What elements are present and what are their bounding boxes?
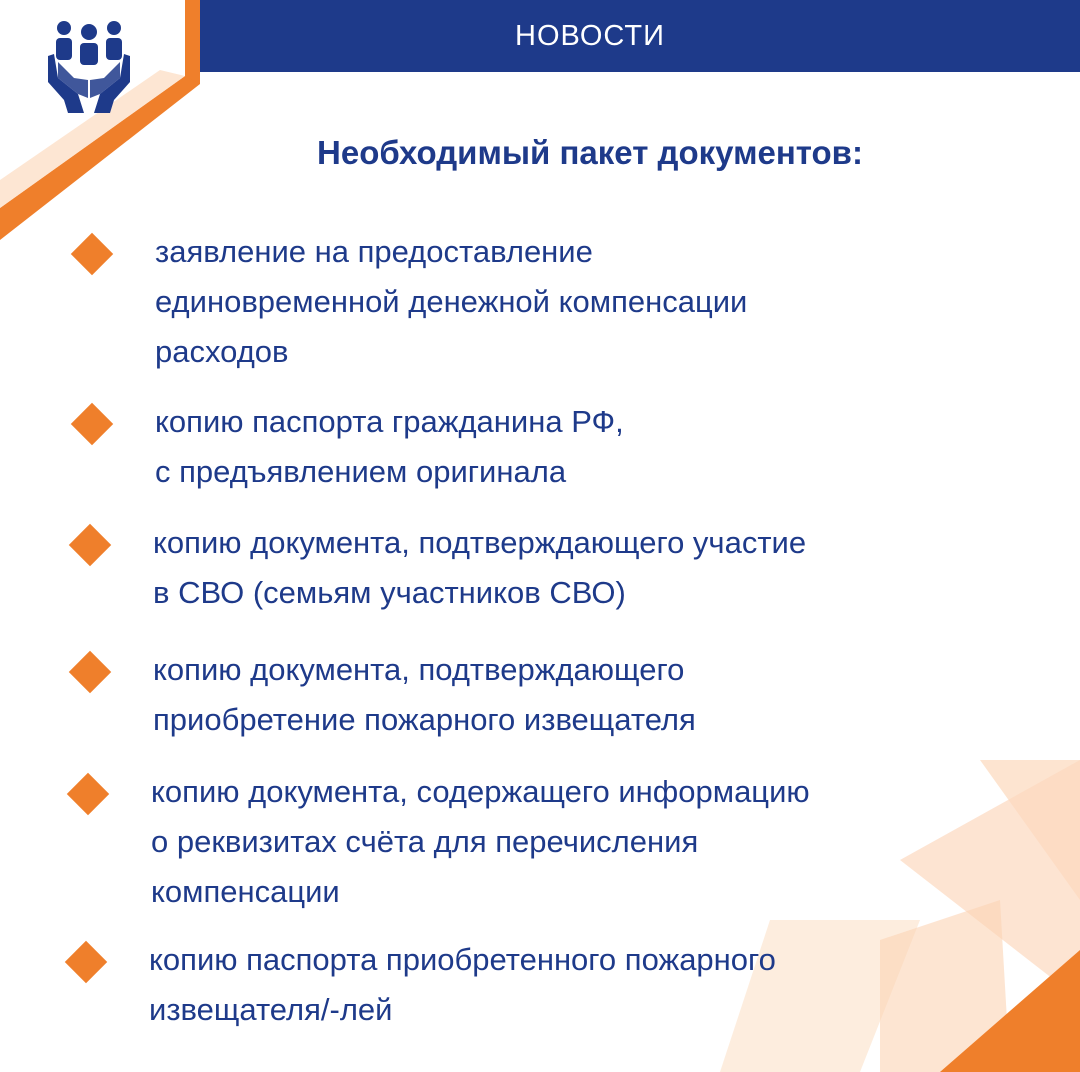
- list-item-line: копию документа, содержащего информацию: [151, 774, 810, 809]
- list-item-text: [155, 397, 1035, 497]
- news-banner: [200, 0, 1080, 72]
- page-title: Необходимый пакет документов:: [317, 134, 863, 171]
- list-item-line: копию документа, подтверждающего участие: [153, 525, 807, 560]
- list-item-line: копию паспорта приобретенного пожарного: [149, 942, 776, 977]
- list-item-line: в СВО (семьям участников СВО): [153, 575, 626, 610]
- list-item-text: [153, 518, 1033, 618]
- list-item-line: расходов: [155, 334, 289, 369]
- list-item-text: [149, 935, 1029, 1035]
- list-item-line: извещателя/-лей: [149, 992, 393, 1027]
- list-item-line: единовременной денежной компенсации: [155, 284, 748, 319]
- list-item-line: с предъявлением оригинала: [155, 454, 567, 489]
- list-item-line: копию паспорта гражданина РФ,: [155, 404, 624, 439]
- list-item-line: приобретение пожарного извещателя: [153, 702, 696, 737]
- list-item-line: копию документа, подтверждающего: [153, 652, 685, 687]
- banner-label: НОВОСТИ: [515, 19, 665, 52]
- list-item-text: [155, 227, 1035, 377]
- family-in-hands-icon: [44, 18, 134, 113]
- list-item-line: о реквизитах счёта для перечисления: [151, 824, 699, 859]
- list-item-text: [151, 767, 1031, 917]
- list-item-text: [153, 645, 1033, 745]
- list-item-line: заявление на предоставление: [155, 234, 593, 269]
- list-item-line: компенсации: [151, 874, 340, 909]
